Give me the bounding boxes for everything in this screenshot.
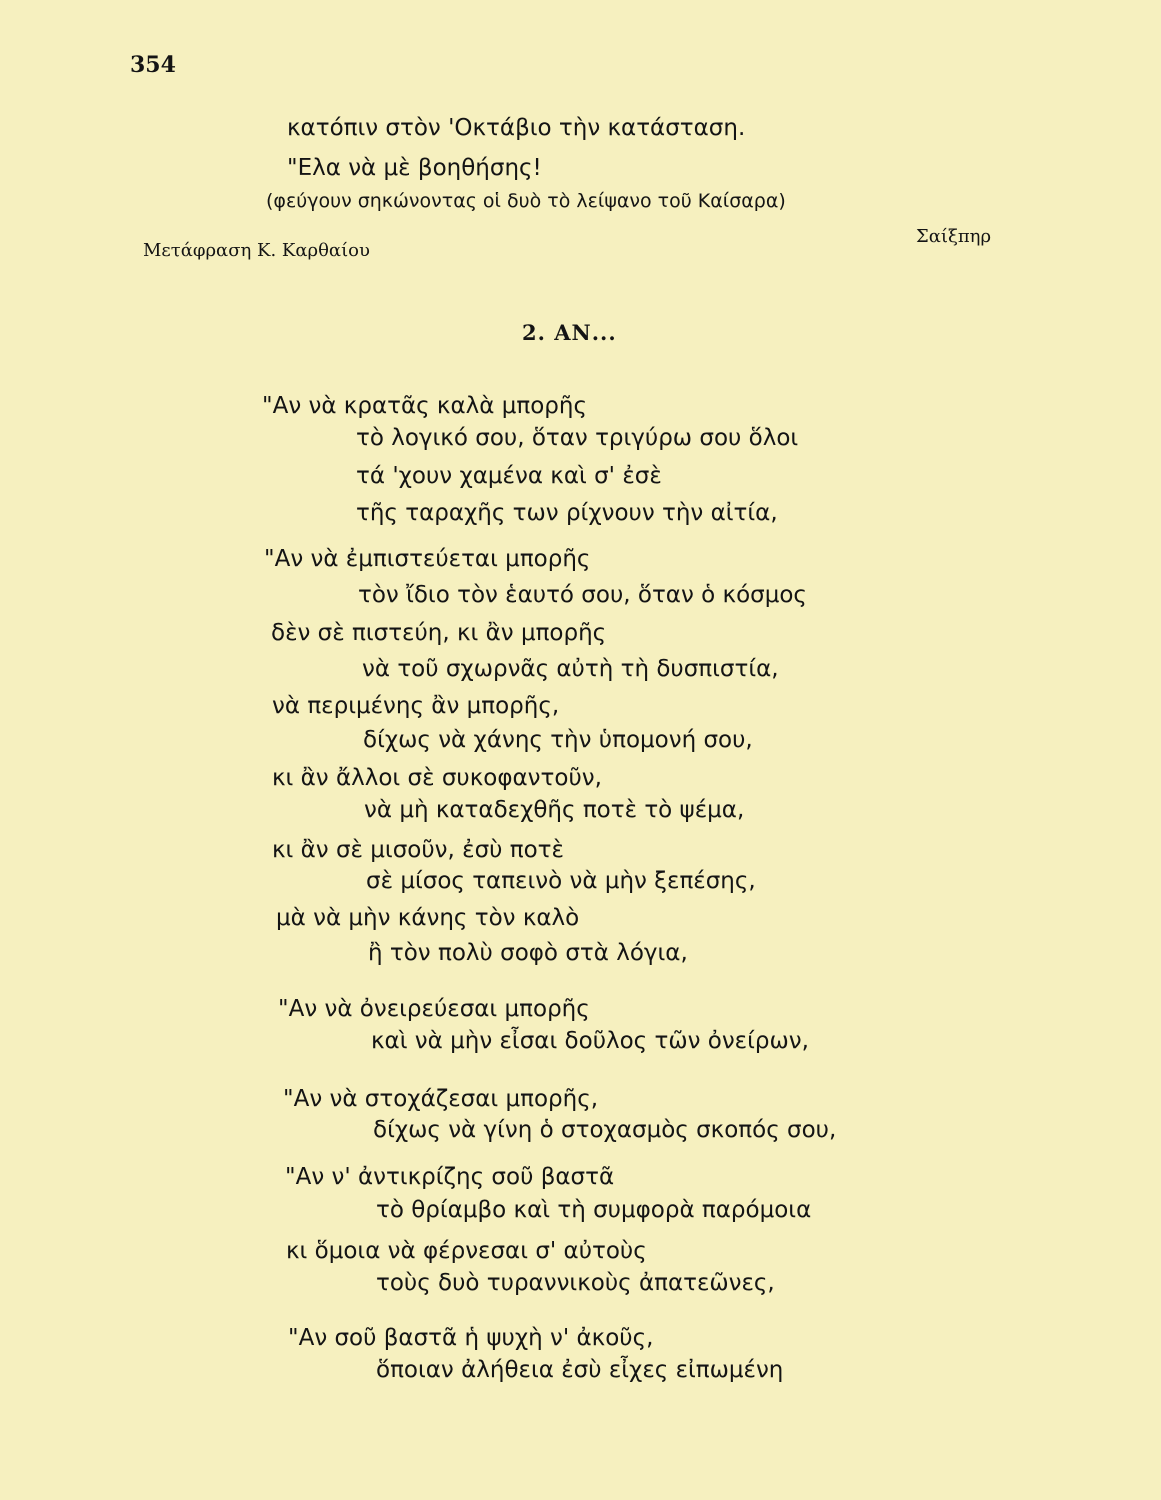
poem-line: τὸν ἴδιο τὸν ἑαυτό σου, ὅταν ὁ κόσμος xyxy=(358,582,807,608)
poem-line: δὲν σὲ πιστεύη, κι ἂν μπορῆς xyxy=(271,620,607,646)
poem-line: τὸ λογικό σου, ὅταν τριγύρω σου ὅλοι xyxy=(356,425,799,451)
poem-line: δίχως νὰ χάνης τὴν ὑπομονή σου, xyxy=(363,727,753,753)
poem-line: νὰ μὴ καταδεχθῆς ποτὲ τὸ ψέμα, xyxy=(364,797,745,823)
poem-line: νὰ περιμένης ἂν μπορῆς, xyxy=(272,693,560,719)
poem-line: ἢ τὸν πολὺ σοφὸ στὰ λόγια, xyxy=(368,940,688,966)
poem-line: κι ἂν ἄλλοι σὲ συκοφαντοῦν, xyxy=(272,765,602,791)
intro-line: "Ελα νὰ μὲ βοηθήσης! xyxy=(287,155,542,181)
poem-line: κι ἂν σὲ μισοῦν, ἐσὺ ποτὲ xyxy=(272,837,564,863)
poem-line: σὲ μίσος ταπεινὸ νὰ μὴν ξεπέσης, xyxy=(366,868,756,894)
poem-line: δίχως νὰ γίνη ὁ στοχασμὸς σκοπός σου, xyxy=(373,1117,837,1143)
poem-line: "Αν σοῦ βαστᾶ ἡ ψυχὴ ν' ἀκοῦς, xyxy=(288,1325,654,1351)
page-number: 354 xyxy=(130,52,176,78)
poem-line: τοὺς δυὸ τυραννικοὺς ἀπατεῶνες, xyxy=(376,1270,775,1296)
poem-line: "Αν νὰ ἐμπιστεύεται μπορῆς xyxy=(264,546,591,572)
translator-credit: Μετάφραση Κ. Καρθαίου xyxy=(143,240,370,261)
poem-line: μὰ νὰ μὴν κάνης τὸν καλὸ xyxy=(276,905,580,931)
intro-line: κατόπιν στὸν 'Οκτάβιο τὴν κατάσταση. xyxy=(287,115,746,141)
poem-title: 2. ΑΝ... xyxy=(522,320,617,345)
poem-line: "Αν νὰ κρατᾶς καλὰ μπορῆς xyxy=(262,393,587,419)
stage-direction: (φεύγουν σηκώνοντας οἱ δυὸ τὸ λείψανο τοῦ Καίσαρα) xyxy=(266,190,786,212)
poem-line: τὸ θρίαμβο καὶ τὴ συμφορὰ παρόμοια xyxy=(376,1197,812,1223)
poem-line: ὅποιαν ἀλήθεια ἐσὺ εἶχες εἰπωμένη xyxy=(376,1357,784,1383)
author-credit: Σαίξπηρ xyxy=(916,226,992,247)
poem-line: "Αν νὰ ὀνειρεύεσαι μπορῆς xyxy=(278,996,590,1022)
poem-line: τῆς ταραχῆς των ρίχνουν τὴν αἰτία, xyxy=(356,500,778,526)
poem-line: κι ὅμοια νὰ φέρνεσαι σ' αὐτοὺς xyxy=(286,1238,647,1264)
poem-line: καὶ νὰ μὴν εἶσαι δοῦλος τῶν ὀνείρων, xyxy=(371,1028,809,1054)
poem-line: "Αν ν' ἀντικρίζης σοῦ βαστᾶ xyxy=(285,1164,615,1190)
poem-line: τά 'χουν χαμένα καὶ σ' ἐσὲ xyxy=(356,463,662,489)
poem-line: "Αν νὰ στοχάζεσαι μπορῆς, xyxy=(283,1086,599,1112)
poem-line: νὰ τοῦ σχωρνᾶς αὐτὴ τὴ δυσπιστία, xyxy=(362,656,779,682)
